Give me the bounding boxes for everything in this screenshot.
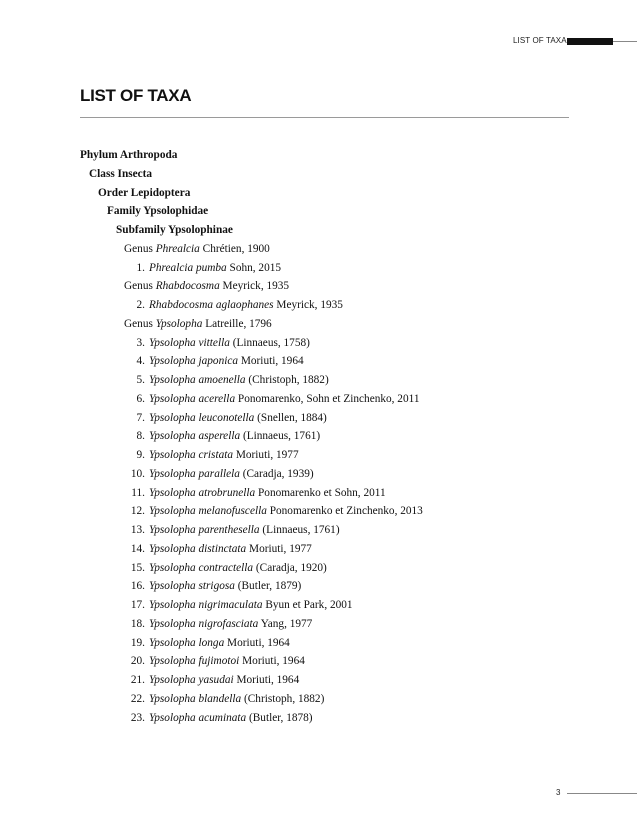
species-number: 16. — [130, 580, 145, 593]
species-author: (Christoph, 1882) — [245, 374, 329, 386]
subfamily-heading: Subfamily Ypsolophinae — [116, 224, 233, 236]
species-author: Moriuti, 1964 — [224, 636, 290, 649]
species-entry — [80, 390, 560, 409]
species-text — [149, 671, 299, 690]
species-entry — [80, 484, 560, 503]
species-number: 4. — [136, 355, 145, 368]
species-name: Ypsolopha cristata — [149, 449, 234, 461]
species-text — [149, 296, 343, 315]
species-author: Yang, 1977 — [258, 617, 313, 630]
species-number: 14. — [130, 542, 145, 555]
genus-name: Phrealcia — [155, 242, 200, 255]
species-name: Ypsolopha strigosa — [149, 580, 235, 593]
genus-author: Latreille, 1796 — [202, 317, 272, 330]
genus-entry — [80, 315, 560, 334]
species-name: Ypsolopha yasudai — [149, 674, 234, 686]
genera-list — [80, 240, 560, 728]
species-number: 15. — [130, 561, 145, 574]
species-entry — [80, 671, 560, 690]
page-title: LIST OF TAXA — [80, 86, 192, 105]
species-name: Ypsolopha melanofuscella — [149, 505, 267, 518]
species-author: Ponomarenko et Zinchenko, 2013 — [266, 505, 423, 518]
genus-prefix: Genus — [124, 280, 156, 293]
species-number: 10. — [130, 467, 145, 480]
species-author: (Linnaeus, 1761) — [240, 430, 321, 443]
species-entry — [80, 559, 560, 578]
species-entry — [80, 259, 560, 278]
species-entry — [80, 521, 560, 540]
species-number: 7. — [136, 411, 145, 424]
species-number: 20. — [130, 655, 145, 668]
species-text — [149, 521, 340, 540]
phylum-heading: Phylum Arthropoda — [80, 149, 178, 161]
species-name: Ypsolopha distinctata — [149, 542, 247, 555]
genus-name: Ypsolopha — [155, 317, 203, 330]
species-name: Ypsolopha leuconotella — [149, 411, 255, 424]
family-heading: Family Ypsolophidae — [107, 205, 209, 218]
species-author: (Caradja, 1920) — [253, 561, 327, 574]
species-name: Ypsolopha nigrofasciata — [149, 617, 259, 630]
species-author: (Snellen, 1884) — [254, 411, 327, 424]
species-name: Phrealcia pumba — [149, 261, 227, 274]
species-entry — [80, 652, 560, 671]
class-heading: Class Insecta — [89, 167, 153, 180]
species-text — [149, 615, 312, 634]
species-text — [149, 709, 313, 728]
species-number: 19. — [130, 636, 145, 649]
species-text — [149, 446, 299, 465]
species-entry — [80, 577, 560, 596]
species-number: 13. — [130, 524, 145, 536]
genus-entry — [80, 240, 560, 259]
species-text — [149, 596, 353, 615]
species-entry — [80, 502, 560, 521]
species-number: 8. — [136, 430, 145, 443]
species-entry — [80, 634, 560, 653]
species-name: Ypsolopha parenthesella — [149, 524, 260, 536]
genus-author: Chrétien, 1900 — [199, 242, 270, 255]
header-bar-mark — [567, 38, 613, 45]
species-number: 12. — [130, 505, 145, 518]
species-name: Ypsolopha contractella — [149, 561, 254, 574]
header-rule — [613, 41, 637, 42]
species-name: Ypsolopha parallela — [149, 467, 240, 480]
species-number: 22. — [130, 692, 145, 705]
species-author: Moriuti, 1964 — [239, 655, 305, 668]
species-entry — [80, 540, 560, 559]
species-author: Moriuti, 1964 — [238, 355, 304, 368]
species-author: Ponomarenko, Sohn et Zinchenko, 2011 — [235, 392, 420, 405]
species-author: Meyrick, 1935 — [273, 299, 343, 311]
genus-prefix: Genus — [124, 242, 156, 255]
page-number: 3 — [556, 788, 561, 797]
species-entry — [80, 334, 560, 353]
species-name: Ypsolopha nigrimaculata — [149, 599, 263, 611]
species-name: Ypsolopha amoenella — [149, 374, 246, 386]
species-author: Moriuti, 1977 — [246, 542, 312, 555]
species-text — [149, 371, 329, 390]
species-text — [149, 259, 281, 278]
species-number: 17. — [130, 599, 145, 611]
species-text — [149, 352, 304, 371]
species-name: Ypsolopha acuminata — [149, 711, 247, 724]
species-entry — [80, 690, 560, 709]
species-text — [149, 409, 327, 428]
species-name: Rhabdocosma aglaophanes — [149, 299, 274, 311]
species-author: Byun et Park, 2001 — [262, 599, 353, 611]
species-author: Moriuti, 1977 — [233, 449, 299, 461]
species-author: Sohn, 2015 — [226, 261, 282, 274]
species-number: 23. — [130, 711, 145, 724]
species-author: (Christoph, 1882) — [241, 692, 325, 705]
species-number: 18. — [130, 617, 145, 630]
species-entry — [80, 615, 560, 634]
species-entry — [80, 409, 560, 428]
species-name: Ypsolopha acerella — [149, 392, 236, 405]
species-name: Ypsolopha blandella — [149, 692, 242, 705]
species-text — [149, 484, 386, 503]
species-number: 5. — [136, 374, 145, 386]
species-entry — [80, 352, 560, 371]
species-name: Ypsolopha atrobrunella — [149, 486, 256, 499]
species-number: 2. — [136, 299, 145, 311]
species-text — [149, 502, 423, 521]
species-author: (Butler, 1878) — [246, 711, 313, 724]
species-number: 3. — [136, 336, 145, 349]
species-name: Ypsolopha fujimotoi — [149, 655, 240, 668]
species-author: Ponomarenko et Sohn, 2011 — [255, 486, 386, 499]
species-number: 1. — [136, 261, 145, 274]
species-number: 21. — [130, 674, 145, 686]
species-name: Ypsolopha japonica — [149, 355, 239, 368]
species-author: (Linnaeus, 1758) — [229, 336, 310, 349]
species-text — [149, 390, 419, 409]
species-author: (Butler, 1879) — [234, 580, 302, 593]
footer-rule — [567, 793, 637, 794]
species-name: Ypsolopha asperella — [149, 430, 241, 443]
species-number: 11. — [131, 486, 145, 499]
running-head: LIST OF TAXA — [513, 36, 567, 45]
genus-name: Rhabdocosma — [155, 280, 220, 293]
species-text — [149, 577, 301, 596]
species-text — [149, 652, 305, 671]
species-entry — [80, 596, 560, 615]
genus-author: Meyrick, 1935 — [219, 280, 290, 293]
species-number: 6. — [136, 392, 145, 405]
species-entry — [80, 371, 560, 390]
taxa-list — [80, 146, 560, 727]
genus-entry — [80, 277, 560, 296]
species-author: Moriuti, 1964 — [233, 674, 300, 686]
species-entry — [80, 296, 560, 315]
species-author: (Caradja, 1939) — [239, 467, 314, 480]
species-text — [149, 334, 310, 353]
species-author: (Linnaeus, 1761) — [259, 524, 340, 536]
species-entry — [80, 709, 560, 728]
species-text — [149, 427, 320, 446]
species-text — [149, 540, 312, 559]
species-entry — [80, 465, 560, 484]
species-name: Ypsolopha longa — [149, 636, 225, 649]
species-text — [149, 634, 290, 653]
order-heading: Order Lepidoptera — [98, 186, 191, 199]
species-text — [149, 465, 314, 484]
species-text — [149, 690, 324, 709]
species-number: 9. — [136, 449, 145, 461]
species-entry — [80, 446, 560, 465]
species-text — [149, 559, 327, 578]
species-name: Ypsolopha vittella — [149, 336, 230, 349]
title-rule — [80, 117, 569, 118]
species-entry — [80, 427, 560, 446]
genus-prefix: Genus — [124, 317, 156, 330]
